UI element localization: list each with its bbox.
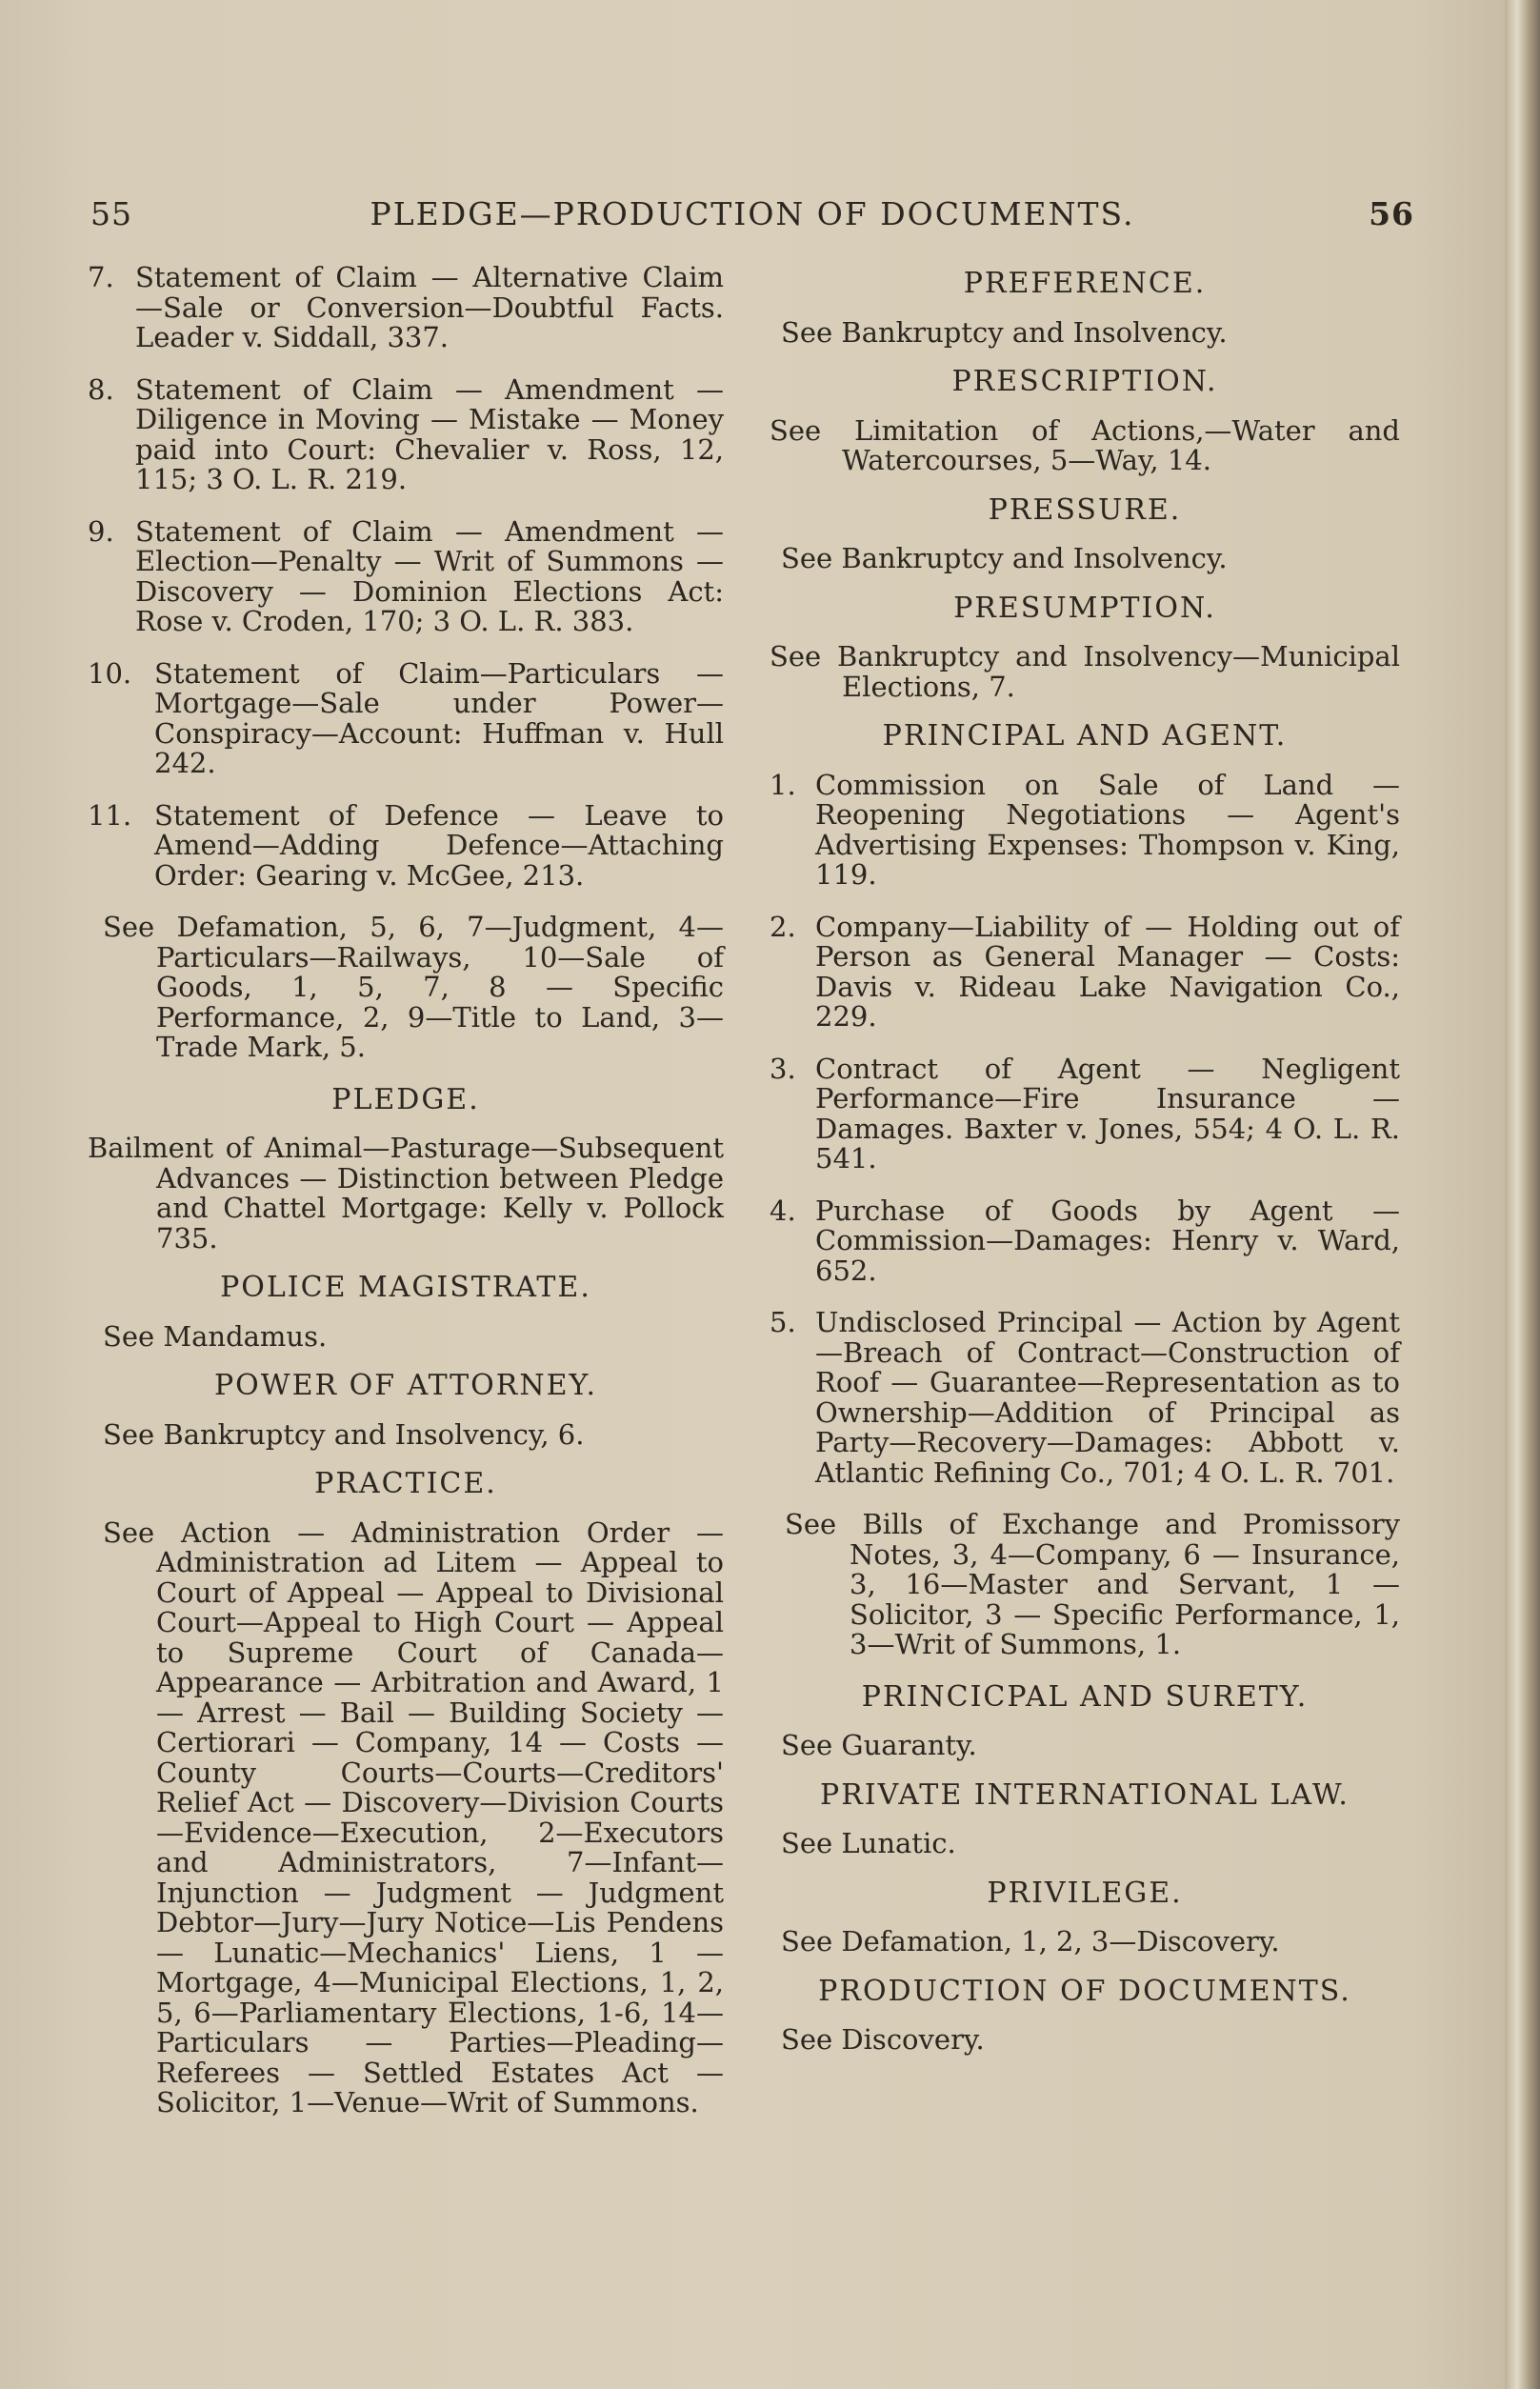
see-presumption: See Bankruptcy and Insolvency—Municipal Elections, 7. [770,640,1400,703]
list-item [88,656,724,779]
page-number-left: 55 [90,195,132,232]
see-production: See Discovery. [781,2023,985,2056]
heading-privilege: PRIVILEGE. [987,1876,1183,1910]
page-edge [1505,0,1540,2389]
entry-text: Statement of Defence — Leave to Amend—Adding Defence—Attaching Order: Gearing v. McGee, 213. [154,798,724,892]
see-prescription: See Limitation of Actions,—Water and Watercourses, 5—Way, 14. [770,413,1400,476]
entry-text: Statement of Claim—Particulars — Mortgage—Sale under Power—Conspiracy—Account: Huffman v. Hull 242. [154,656,724,779]
entry-number: 8. [88,372,114,406]
heading-presumption: PRESUMPTION. [953,591,1216,625]
list-item [770,910,1400,1033]
see-police: See Mandamus. [103,1319,328,1353]
left-column [88,263,724,2140]
heading-prescription: PRESCRIPTION. [951,365,1218,398]
see-surety: See Guaranty. [781,1729,977,1761]
heading-pressure: PRESSURE. [988,492,1182,527]
heading-principal-and-agent: PRINCIPAL AND AGENT. [882,719,1288,753]
list-item [88,372,724,495]
heading-private-international-law: PRIVATE INTERNATIONAL LAW. [820,1777,1350,1812]
see-privilege: See Defamation, 1, 2, 3—Discovery. [781,1925,1280,1957]
entry-number: 4. [770,1194,796,1227]
heading-police-magistrate: POLICE MAGISTRATE. [220,1271,591,1304]
list-item [88,263,724,353]
running-title: PLEDGE—PRODUCTION OF DOCUMENTS. [370,195,1135,232]
entry-number: 1. [770,768,796,801]
see-power: See Bankruptcy and Insolvency, 6. [103,1417,585,1451]
heading-production-of-documents: PRODUCTION OF DOCUMENTS. [818,1974,1351,2008]
list-item [770,1054,1400,1174]
page-number-right: 56 [1369,195,1414,232]
heading-practice: PRACTICE. [314,1467,497,1500]
entry-number: 7. [88,261,114,293]
entry-text: Statement of Claim — Amendment — Election—Penalty — Writ of Summons — Discovery — Dominion Elections Act: Rose v. Croden, 170; 3 O. L. R. 383. [135,514,724,637]
entry-number: 3. [770,1052,796,1085]
list-item [88,514,724,637]
entry-number: 9. [88,514,114,548]
see-pressure: See Bankruptcy and Insolvency. [781,542,1228,574]
heading-preference: PREFERENCE. [963,267,1207,300]
page-header [90,195,1414,243]
entry-text: Contract of Agent — Negligent Performance—Fire Insurance — Damages. Baxter v. Jones, 554; 4 O. L. R. 541. [815,1052,1400,1174]
see-private: See Lunatic. [781,1827,956,1859]
pledge-entry: Bailment of Animal—Pasturage—Subsequent Advances — Distinction between Pledge and Chattel Mortgage: Kelly v. Pollock 735. [88,1132,724,1255]
entry-text: Company—Liability of — Holding out of Person as General Manager — Costs: Davis v. Rideau Lake Navigation Co., 229. [815,910,1400,1033]
see-practice: See Action — Administration Order — Administration ad Litem — Appeal to Court of Appeal — Appeal to Divisional Court—Appeal to High Court — Appeal to Supreme Court of Canada—Appearance — Arbitration and Award, 1 — Arrest — Bail — Building Society — Certiorari — Company, 14 — Costs — County Courts—Courts—Creditors' Relief Act — Discovery—Division Courts—Evidence—Execution, 2—Executors and Administrators, 7—Infant—Injunction — Judgment — Judgment Debtor—Jury—Jury Notice—Lis Pendens — Lunatic—Mechanics' Liens, 1 — Mortgage, 4—Municipal Elections, 1, 2, 5, 6—Parliamentary Elections, 1-6, 14—Particulars — Parties—Pleading—Referees — Settled Estates Act — Solicitor, 1—Venue—Writ of Summons. [103,1516,724,2118]
list-item [770,1196,1400,1287]
entry-number: 11. [88,798,132,832]
list-item [770,768,1400,891]
heading-pledge: PLEDGE. [331,1082,480,1116]
heading-power-of-attorney: POWER OF ATTORNEY. [214,1369,597,1402]
entry-number: 2. [770,910,796,943]
see-principal: See Bills of Exchange and Promissory Notes, 3, 4—Company, 6 — Insurance, 3, 16—Master and Servant, 1 — Solicitor, 3 — Specific Performance, 1, 3—Writ of Summons, 1. [785,1508,1400,1660]
list-item [770,1308,1400,1488]
see-preference: See Bankruptcy and Insolvency. [781,315,1228,349]
entry-text: Commission on Sale of Land — Reopening Negotiations — Agent's Advertising Expenses: Thompson v. King, 119. [815,768,1400,891]
see-also-practice: See Defamation, 5, 6, 7—Judgment, 4—Particulars—Railways, 10—Sale of Goods, 1, 5, 7, 8 — Specific Performance, 2, 9—Title to Land, 3—Trade Mark, 5. [103,911,724,1063]
list-item [88,798,724,892]
entry-text: Undisclosed Principal — Action by Agent—Breach of Contract—Construction of Roof — Guarantee—Representation as to Ownership—Addition of Principal as Party—Recovery—Damages: Abbott v. Atlantic Refining Co., 701; 4 O. L. R. 701. [815,1306,1400,1489]
entry-number: 5. [770,1306,796,1338]
heading-principal-and-surety: PRINCICPAL AND SURETY. [861,1679,1309,1714]
entry-text: Statement of Claim — Amendment — Diligence in Moving — Mistake — Money paid into Court: Chevalier v. Ross, 12, 115; 3 O. L. R. 219. [135,372,724,495]
entry-number: 10. [88,656,132,690]
entry-text: Purchase of Goods by Agent —Commission—Damages: Henry v. Ward, 652. [815,1194,1400,1287]
entry-text: Statement of Claim — Alternative Claim—Sale or Conversion—Doubtful Facts. Leader v. Siddall, 337. [135,261,724,353]
right-column [770,263,1400,2075]
